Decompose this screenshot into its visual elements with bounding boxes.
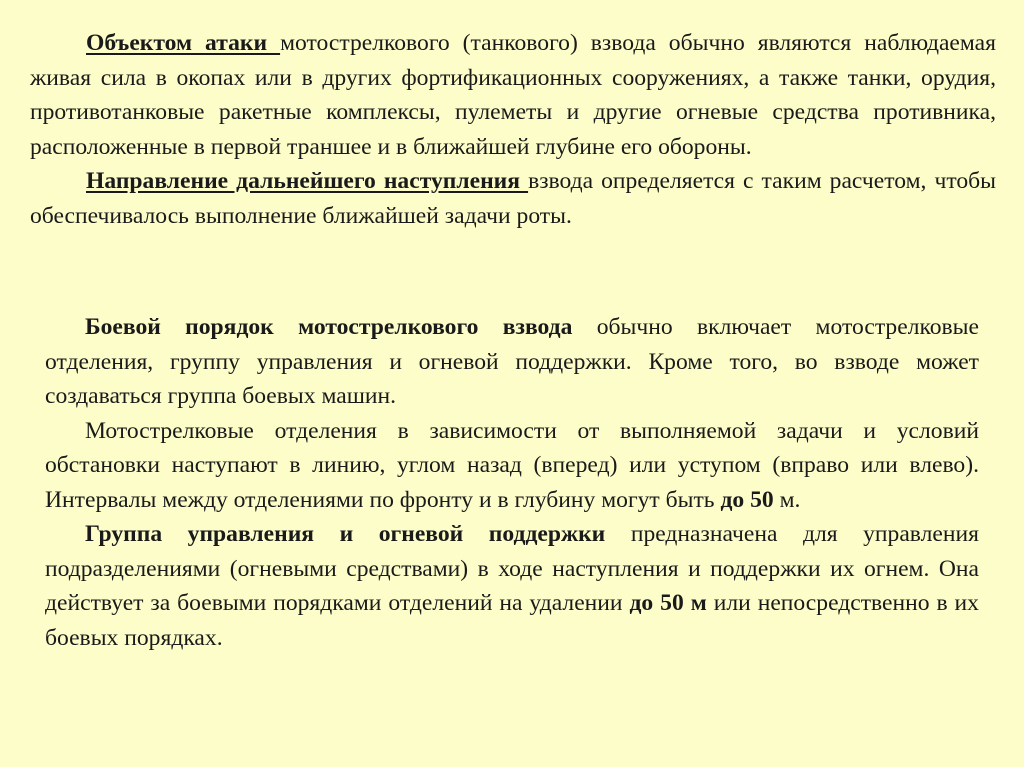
- battle-order-term: Боевой порядок мотострелкового взвода: [85, 314, 573, 340]
- control-group-distance-value: до 50 м: [629, 590, 707, 616]
- advance-direction-text: взвода определяется с таким расчетом, чтобы обеспечивалось выполнение ближайшей задачи роты.: [30, 168, 996, 229]
- advance-direction-term: Направление дальнейшего наступления: [86, 168, 529, 194]
- control-group-term: Группа управления и огневой поддержки: [85, 521, 606, 547]
- battle-order-paragraph: [45, 310, 979, 414]
- control-group-paragraph: [45, 517, 979, 655]
- control-group-text-end: или непосредственно в их боевых порядках.: [45, 590, 979, 651]
- attack-objective-term: Объектом атаки: [86, 30, 281, 56]
- squads-formation-text-end: м.: [773, 486, 801, 513]
- squads-interval-value: до 50: [720, 486, 774, 513]
- attack-objective-section: [30, 26, 996, 233]
- attack-objective-text: мотострелкового (танкового) взвода обычно являются наблюдаемая живая сила в окопах или в других фортификационных сооружениях, а также танки, орудия, противотанковые ракетные комплексы, пулеметы и другие огневые средства противника, расположенные в первой траншее и в ближайшей глубине его обороны.: [30, 30, 996, 160]
- control-group-text: предназначена для управления подразделениями (огневыми средствами) в ходе наступления и поддержки их огнем. Она действует за боевыми порядками отделений на удалении: [45, 521, 979, 616]
- advance-direction-paragraph: [30, 164, 996, 233]
- battle-order-section: [45, 310, 979, 655]
- attack-objective-paragraph: [30, 26, 996, 164]
- squads-formation-text: Мотострелковые отделения в зависимости от выполняемой задачи и условий обстановки наступают в линию, углом назад (вперед) или уступом (вправо или влево). Интервалы между отделениями по фронту и в глубину могут быть: [45, 417, 979, 513]
- battle-order-text: обычно включает мотострелковые отделения, группу управления и огневой поддержки. Кроме того, во взводе может создаваться группа боевых машин.: [45, 314, 979, 409]
- squads-formation-paragraph: [45, 414, 979, 518]
